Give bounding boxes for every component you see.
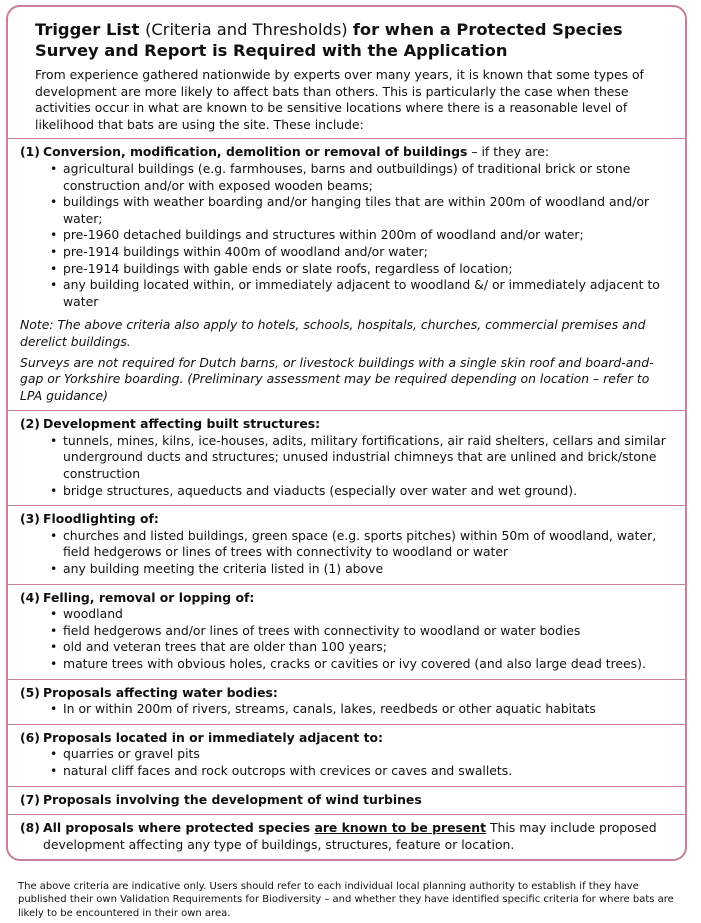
section-1 (8, 138, 685, 410)
list-item: • pre-1960 detached buildings and structures within 200m of woodland and/or water; (63, 227, 669, 244)
section-title: Felling, removal or lopping of: (43, 589, 255, 605)
list-item: • mature trees with obvious holes, cracks or cavities or ivy covered (and also large dead trees). (63, 656, 669, 673)
section-5 (8, 679, 685, 724)
section-number: (3) (20, 511, 40, 527)
list-item: • old and veteran trees that are older than 100 years; (63, 639, 669, 656)
section-title: All proposals where protected species are known to be present This may include proposed development affecting any type of buildings, structures, feature or location. (43, 820, 657, 852)
criteria-list (20, 606, 669, 672)
criteria-list (20, 701, 669, 718)
list-item: • tunnels, mines, kilns, ice-houses, adits, military fortifications, air raid shelters, cellars and similar underground ducts and structures; unused industrial chimneys that are unlined and brick/stone construction (63, 433, 669, 483)
section-title: Proposals located in or immediately adjacent to: (43, 729, 384, 745)
section-number: (8) (20, 820, 40, 836)
section-7 (8, 786, 685, 815)
section-title: Floodlighting of: (43, 511, 159, 527)
section-3 (8, 505, 685, 583)
section-title: Proposals involving the development of wind turbines (43, 791, 422, 807)
list-item: • quarries or gravel pits (63, 746, 669, 763)
section-number: (7) (20, 791, 40, 807)
section-2 (8, 410, 685, 505)
intro-paragraph: From experience gathered nationwide by experts over many years, it is known that some types of development are more likely to affect bats than others. This is particularly the case when these activities occur in what are known to be sensitive locations where there is a reasonable level of likelihood that bats are using the site. These include: (35, 67, 644, 132)
list-item: • woodland (63, 606, 669, 623)
section-4 (8, 584, 685, 679)
list-item: • churches and listed buildings, green space (e.g. sports pitches) within 50m of woodland, water, field hedgerows or lines of trees with connectivity to woodland or water (63, 528, 669, 561)
section-title: Conversion, modification, demolition or removal of buildings – if they are: (43, 144, 550, 160)
note-paragraph: Note: The above criteria also apply to hotels, schools, hospitals, churches, commercial premises and derelict buildings. (20, 317, 646, 349)
document-title: Trigger List (Criteria and Thresholds) for when a Protected Species Survey and Report is Required with the Application (35, 20, 623, 60)
list-item: • pre-1914 buildings within 400m of woodland and/or water; (63, 244, 669, 261)
criteria-list (20, 161, 669, 310)
criteria-list (20, 746, 669, 779)
trigger-list-panel (6, 5, 687, 861)
list-item: • any building located within, or immediately adjacent to woodland &/ or immediately adjacent to water (63, 277, 669, 310)
list-item: • pre-1914 buildings with gable ends or slate roofs, regardless of location; (63, 261, 669, 278)
criteria-list (20, 433, 669, 499)
list-item: • any building meeting the criteria listed in (1) above (63, 561, 669, 578)
section-title: Development affecting built structures: (43, 416, 321, 432)
list-item: • field hedgerows and/or lines of trees with connectivity to woodland or water bodies (63, 623, 669, 640)
section-number: (1) (20, 144, 40, 160)
footer-disclaimer: The above criteria are indicative only. Users should refer to each individual local planning authority to establish if they have published their own Validation Requirements for Biodiversity – and whether they have identified specific criteria for where bats are likely to be encountered in their own area. (18, 881, 674, 919)
list-item: • natural cliff faces and rock outcrops with crevices or caves and swallets. (63, 763, 669, 780)
section-title: Proposals affecting water bodies: (43, 684, 278, 700)
list-item: • agricultural buildings (e.g. farmhouses, barns and outbuildings) of traditional brick or stone construction and/or with exposed wooden beams; (63, 161, 669, 194)
exemption-note: Surveys are not required for Dutch barns, or livestock buildings with a single skin roof and board-and-gap or Yorkshire boarding. (Preliminary assessment may be required depending on location – refer to LPA guidance) (20, 354, 654, 403)
section-8 (8, 814, 685, 859)
list-item: • buildings with weather boarding and/or hanging tiles that are within 200m of woodland and/or water; (63, 194, 669, 227)
criteria-list (20, 528, 669, 578)
list-item: • In or within 200m of rivers, streams, canals, lakes, reedbeds or other aquatic habitats (63, 701, 669, 718)
section-6 (8, 724, 685, 786)
list-item: • bridge structures, aqueducts and viaducts (especially over water and wet ground). (63, 483, 669, 500)
section-number: (5) (20, 684, 40, 700)
section-number: (2) (20, 416, 40, 432)
section-number: (4) (20, 589, 40, 605)
section-number: (6) (20, 729, 40, 745)
